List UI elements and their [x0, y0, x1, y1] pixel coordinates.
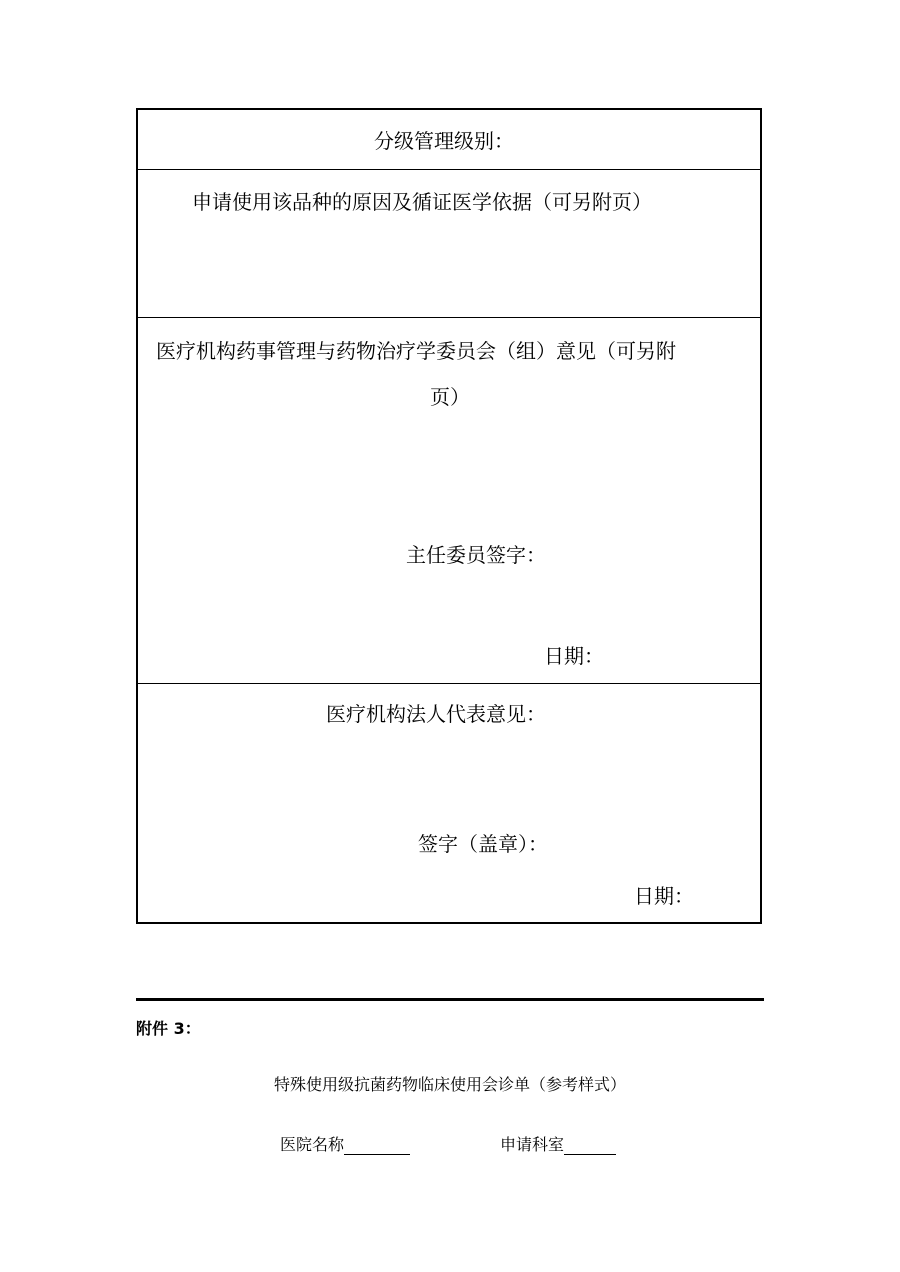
reason-label: 申请使用该品种的原因及循证医学依据（可另附页） — [192, 190, 652, 214]
grade-row — [138, 110, 760, 169]
legal-rep-row — [138, 683, 760, 927]
committee-opinion-row — [138, 317, 760, 684]
reason-row — [138, 169, 760, 318]
department-blank[interactable] — [564, 1136, 616, 1155]
section-divider — [136, 998, 764, 1001]
hospital-name-label: 医院名称 — [280, 1135, 345, 1154]
hospital-name-blank[interactable] — [344, 1136, 410, 1155]
annex-label: 附件 3： — [136, 1019, 201, 1038]
committee-opinion-line1: 医疗机构药事管理与药物治疗学委员会（组）意见（可另附 — [156, 339, 676, 363]
committee-signature-label: 主任委员签字： — [406, 543, 546, 567]
committee-date-label: 日期： — [544, 644, 604, 668]
grade-label: 分级管理级别： — [374, 129, 514, 153]
committee-opinion-line2: 页） — [430, 385, 470, 409]
hospital-name-field — [280, 1132, 410, 1155]
legal-rep-signature-label: 签字（盖章）： — [418, 832, 548, 856]
consultation-form-title: 特殊使用级抗菌药物临床使用会诊单（参考样式） — [273, 1075, 626, 1094]
department-field — [500, 1132, 616, 1155]
legal-rep-opinion-label: 医疗机构法人代表意见： — [326, 702, 546, 726]
legal-rep-date-label: 日期： — [634, 884, 694, 908]
application-form-table — [136, 108, 762, 924]
department-label: 申请科室 — [500, 1135, 565, 1154]
